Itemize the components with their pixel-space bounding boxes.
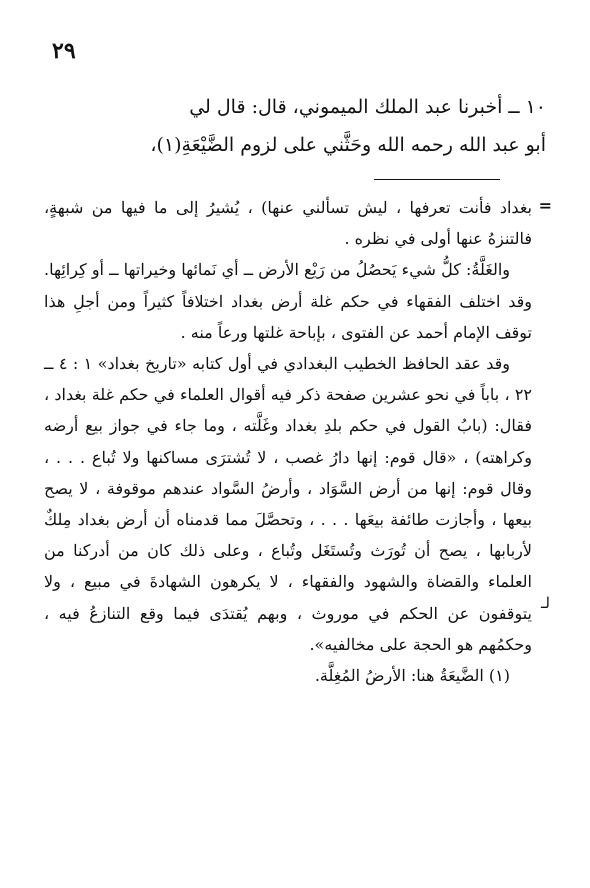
margin-mark: لـ: [541, 594, 550, 612]
main-line-1: ١٠ ــ أخبرنا عبد الملك الميموني، قال: قال لي: [189, 96, 546, 118]
main-line-2: أبو عبد الله رحمه الله وحَثَّني على لزوم الضَّيْعَةِ(١)،: [150, 134, 546, 156]
footnote-paragraph-1: بغداد فأنت تعرفها ، ليش تسألني عنها) ، يُشيرُ إلى ما فيها من شبهةٍ، فالتنزهُ عنها أولى في نظره .: [44, 198, 532, 249]
footnote-paragraph-3: وقد عقد الحافظ الخطيب البغدادي في أول كتابه «تاريخ بغداد» ١ : ٤ ــ ٢٢ ، باباً في نحو عشرين صفحة ذكر فيه أقوال العلماء في حكم غلة بغداد ، فقال: (بابُ القول في حكم بلدِ بغداد وغَلَّته ، وما جاء في جواز بيع أرضه وكراهته) ، «قال قوم: إنها دارُ غصب ، لا تُشترَى مساكنها ولا تُباع . . . ، وقال قوم: إنها من أرض السَّوَاد ، وأرضُ السَّواد عندهم موقوفة ، لا يصح بيعها ، وأجازت طائفة بيعَها . . . ، وتحصَّلَ مما قدمناه أن أرض بغداد مِلكٌ لأربابها ، يصح أن تُورَث وتُستَغَل وتُباع ، وعلى ذلك كان من أدركنا من العلماء والقضاة والشهود والفقهاء ، لا يكرهون الشهادةَ في مبيع ، ولا يتوقفون عن الحكم في موروث ، وبهم يُقتدَى فيما وقع التنازعُ فيه ، وحكمُهم هو الحجة على مخالفيه».: [44, 354, 533, 654]
page-number: ٢٩: [52, 38, 76, 64]
footnote-note-1: (١) الضَّيعَةُ هنا: الأرضُ المُغِلَّة.: [314, 666, 510, 686]
footnote-paragraph-2: والغَلَّةُ: كلُّ شيء يَحصُلُ من رَيْع الأرض ــ أي نَمائها وخيراتها ــ أو كِرائِها. وقد اختلف الفقهاء في حكم غلة أرض بغداد اختلافاً كثيراً ومن أجلِ هذا توقف الإمام أحمد عن الفتوى ، بإباحة غلتها ورعاً منه .: [44, 260, 532, 342]
footnote-divider: [374, 179, 500, 180]
footnote-block: [44, 192, 532, 691]
main-text: [44, 88, 546, 164]
continuation-mark: =: [538, 196, 552, 215]
